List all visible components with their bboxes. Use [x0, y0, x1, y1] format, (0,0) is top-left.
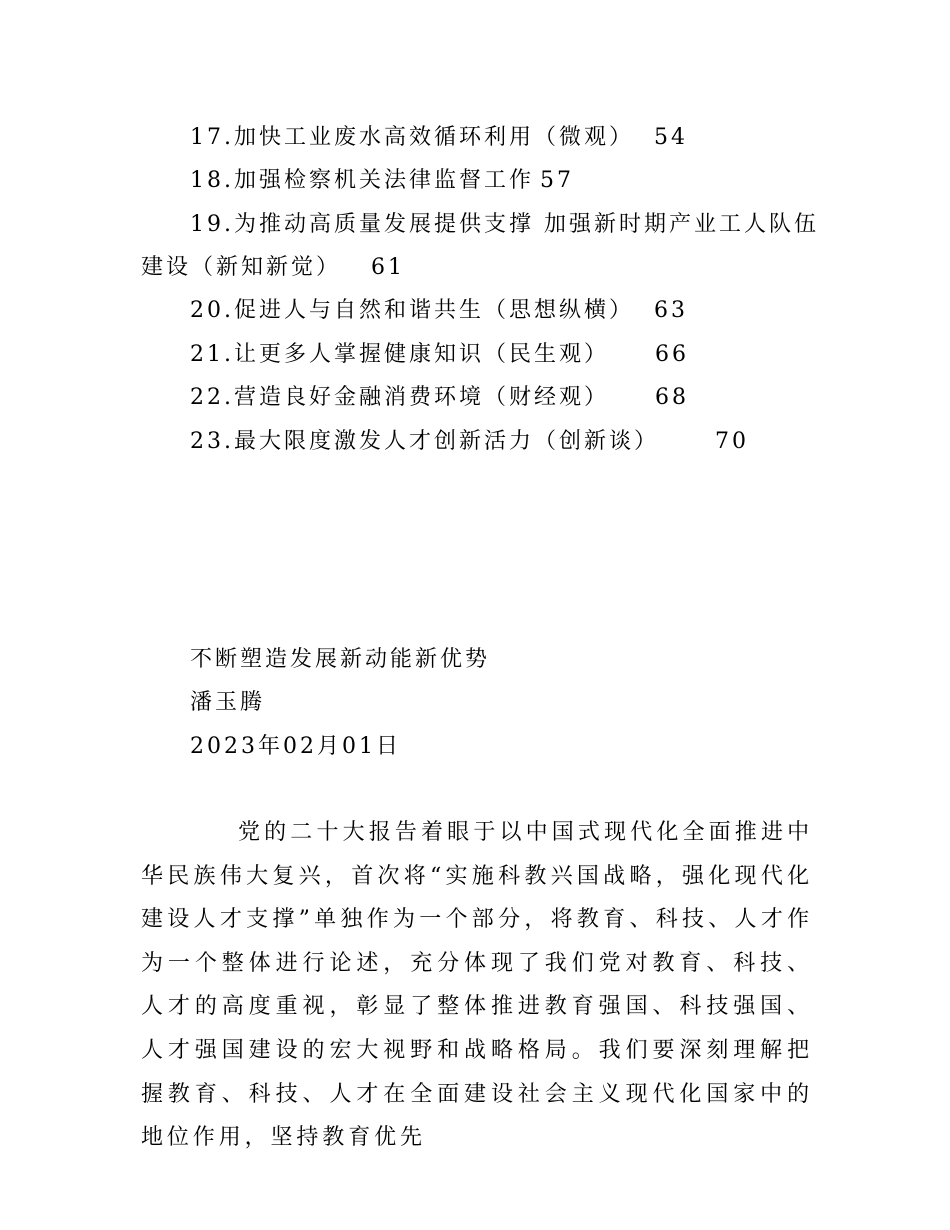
toc-item-page: 63	[654, 298, 689, 323]
toc-item-title: 最大限度激发人才创新活力（创新谈）	[234, 429, 660, 454]
toc-item-23[interactable]	[190, 427, 749, 457]
toc-item-21[interactable]	[190, 340, 689, 370]
toc-item-title: 促进人与自然和谐共生（思想纵横）	[234, 298, 635, 323]
toc-item-number: 23.	[190, 429, 234, 454]
toc-item-number: 17.	[190, 125, 234, 150]
toc-item-20[interactable]	[190, 296, 688, 326]
toc-item-number: 22.	[190, 385, 234, 410]
toc-item-title-line1: 为推动高质量发展提供支撑 加强新时期产业工人队伍	[234, 212, 819, 237]
toc-item-number: 21.	[190, 342, 234, 367]
article-author: 潘玉腾	[190, 690, 266, 715]
toc-item-19[interactable]	[190, 210, 819, 240]
toc-item-page: 57	[540, 168, 575, 193]
toc-item-19-continued[interactable]	[141, 253, 405, 283]
toc-item-page: 54	[654, 125, 689, 150]
toc-item-page: 61	[371, 255, 406, 280]
toc-item-title-line2: 建设（新知新觉）	[141, 255, 342, 280]
toc-item-page: 70	[715, 429, 750, 454]
toc-item-title: 加快工业废水高效循环利用（微观）	[234, 125, 635, 150]
toc-item-17[interactable]	[190, 123, 688, 153]
toc-item-page: 68	[655, 385, 690, 410]
toc-item-18[interactable]	[190, 166, 574, 196]
article-title: 不断塑造发展新动能新优势	[190, 647, 491, 672]
toc-item-title: 加强检察机关法律监督工作	[234, 168, 535, 193]
article-date: 2023年02月01日	[190, 734, 401, 759]
toc-item-22[interactable]	[190, 383, 689, 413]
toc-item-number: 18.	[190, 168, 234, 193]
toc-item-title: 营造良好金融消费环境（财经观）	[234, 385, 610, 410]
article-body-paragraph: 党的二十大报告着眼于以中国式现代化全面推进中华民族伟大复兴，首次将“实施科教兴国战略，强化现代化建设人才支撑”单独作为一个部分，将教育、科技、人才作为一个整体进行论述，充分体现了我们党对教育、科技、人才的高度重视，彰显了整体推进教育强国、科技强国、人才强国建设的宏大视野和战略格局。我们要深刻理解把握教育、科技、人才在全面建设社会主义现代化国家中的地位作用，坚持教育优先	[141, 820, 813, 1151]
toc-item-page: 66	[655, 342, 690, 367]
toc-item-title: 让更多人掌握健康知识（民生观）	[234, 342, 610, 367]
toc-item-number: 20.	[190, 298, 234, 323]
toc-item-number: 19.	[190, 212, 234, 237]
